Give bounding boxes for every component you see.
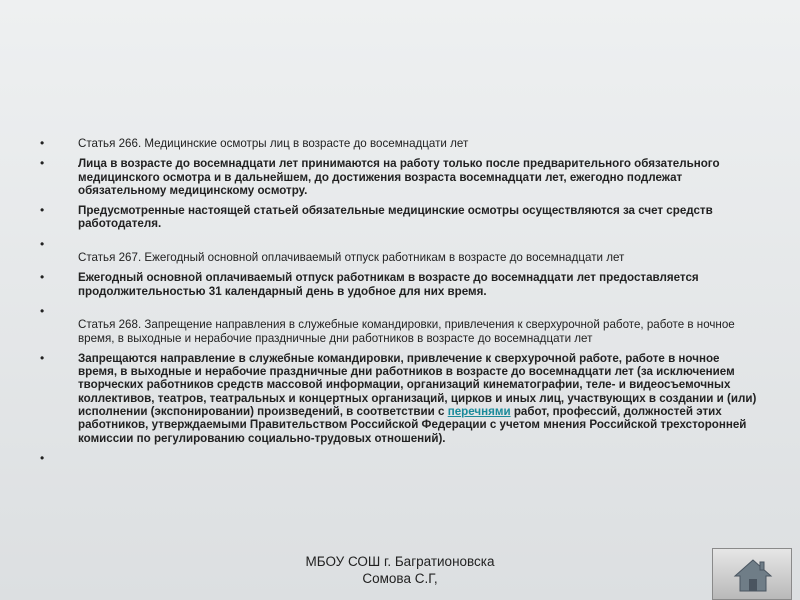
bullet-mark: • (40, 136, 45, 150)
bullet-mark: • (40, 350, 45, 365)
footer-author: Сомова С.Г, (362, 571, 438, 586)
list-item (40, 137, 760, 150)
bullet-mark: • (40, 450, 45, 465)
bullet-mark: • (40, 203, 45, 218)
lists-link[interactable]: перечнями (447, 405, 511, 419)
article-268-paragraph-start: Запрещаются направление в служебные командировки, привлечение к сверхурочной работе, работе в ночное время, в выходные и нерабочие праздничные дни работников в возрасте до восемнадцати лет (за исключением творческих работников средств массовой информации, организаций кинематографии, теле- и видеосъемочных коллективов, театров, театральных и концертных организаций, цирков и иных лиц, участвующих в создании и (или) исполнении (экспонировании) произведений, в соответствии с (78, 351, 757, 419)
bullet-mark: • (40, 270, 45, 285)
article-268-paragraph-end: работ, профессий, должностей этих работников, утверждаемыми Правительством Российской Федерации с учетом мнения Российской трехсторонней комиссии по регулированию социально-трудовых отношений). (78, 405, 747, 445)
home-icon (733, 557, 773, 593)
list-item (40, 204, 760, 231)
bullet-mark: • (40, 236, 45, 251)
article-268-heading: Статья 268. Запрещение направления в служебные командировки, привлечения к сверхурочной работе, работе в ночное время, в выходные и нерабочие праздничные дни работников в возрасте до восемнадцати лет (78, 318, 735, 345)
footer-school: МБОУ СОШ г. Багратионовска (305, 554, 495, 569)
slide-content (40, 137, 760, 472)
article-266-heading: Статья 266. Медицинские осмотры лиц в возрасте до восемнадцати лет (78, 137, 469, 150)
list-item (40, 271, 760, 298)
blank-line (78, 452, 760, 465)
list-item (40, 452, 760, 465)
article-267-paragraph: Ежегодный основной оплачиваемый отпуск работникам в возрасте до восемнадцати лет предоставляется продолжительностью 31 календарный день в удобное для них время. (78, 271, 699, 298)
list-item (40, 352, 760, 445)
bullet-mark: • (40, 303, 45, 318)
bullet-mark: • (40, 156, 45, 171)
article-266-paragraph-1: Лица в возрасте до восемнадцати лет принимаются на работу только после предварительного обязательного медицинского осмотра и в дальнейшем, до достижения возраста восемнадцати лет, ежегодно подлежат обязательному медицинскому осмотру. (78, 157, 720, 197)
list-item (40, 157, 760, 197)
blank-line (78, 238, 760, 251)
bullet-list (40, 137, 760, 465)
article-266-paragraph-2: Предусмотренные настоящей статьей обязательные медицинские осмотры осуществляются за счет средств работодателя. (78, 204, 713, 231)
footer (250, 553, 550, 587)
blank-line (78, 305, 760, 318)
list-item (40, 238, 760, 265)
article-267-heading: Статья 267. Ежегодный основной оплачиваемый отпуск работникам в возрасте до восемнадцати лет (78, 251, 625, 265)
list-item (40, 305, 760, 345)
home-button[interactable] (712, 548, 792, 600)
